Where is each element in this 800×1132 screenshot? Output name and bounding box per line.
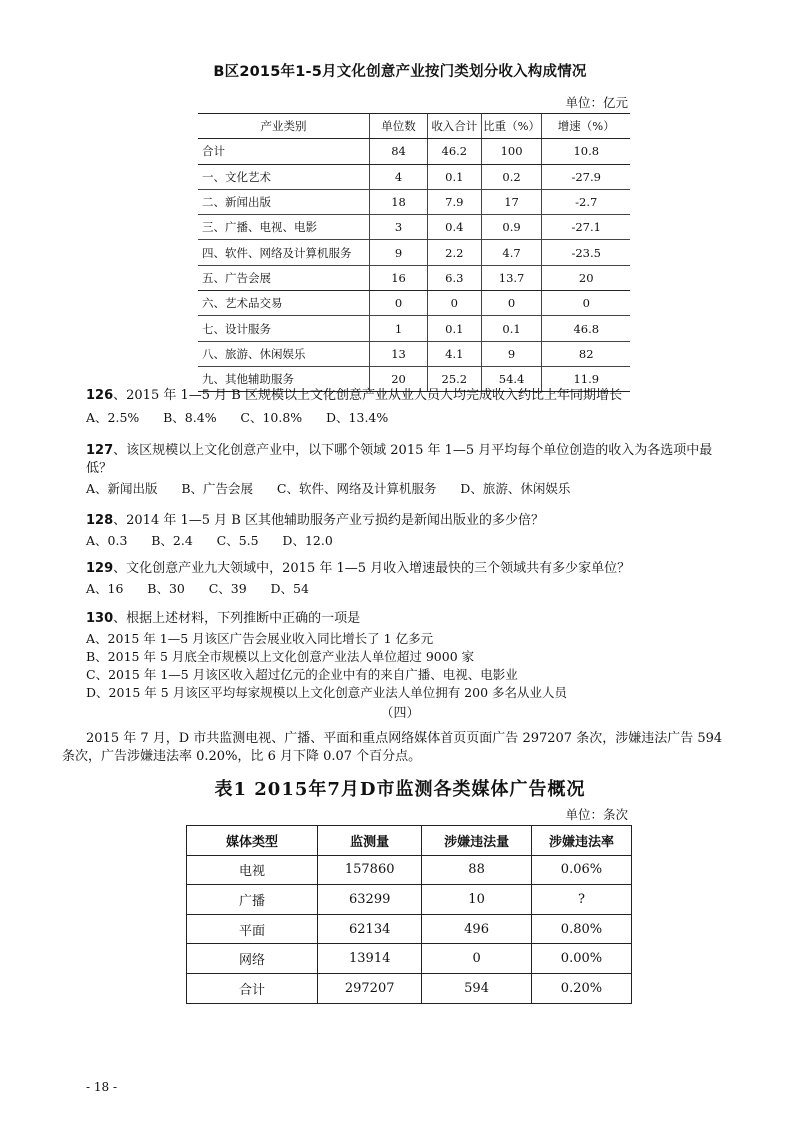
table2-row	[187, 885, 632, 915]
table2-cell: 平面	[187, 914, 318, 944]
table1-header-cell: 单位数	[370, 114, 428, 139]
table2-header-cell: 涉嫌违法率	[531, 826, 631, 856]
table2-cell: 0	[422, 944, 532, 974]
paragraph-text: 2015 年 7 月，D 市共监测电视、广播、平面和重点网络媒体首页页面广告 297207 条次，涉嫌违法广告 594	[86, 731, 723, 746]
table1-cell: 18	[370, 189, 428, 214]
section-label: （四）	[380, 706, 420, 721]
table1-cell: 9	[481, 341, 542, 366]
question-text: 、该区规模以上文化创意产业中，以下哪个领域 2015 年 1—5 月平均每个单位创造的收入为各选项中最	[113, 443, 713, 458]
table1-cell: 1	[370, 316, 428, 341]
table1-cell: 八、旅游、休闲娱乐	[198, 341, 370, 366]
question-130	[86, 610, 360, 627]
table2-cell: 0.20%	[531, 973, 631, 1003]
table1-cell: -27.1	[542, 215, 630, 240]
table1	[198, 113, 630, 392]
table2-cell: 网络	[187, 944, 318, 974]
question-130-option-b: B、2015 年 5 月底全市规模以上文化创意产业法人单位超过 9000 家	[86, 649, 475, 664]
table1-cell: 0	[481, 291, 542, 316]
table1-cell: 0.2	[481, 164, 542, 189]
table1-cell: 五、广告会展	[198, 265, 370, 290]
table2-cell: 10	[422, 885, 532, 915]
table1-row	[198, 215, 630, 240]
table1-cell: -2.7	[542, 189, 630, 214]
question-130-option-d: D、2015 年 5 月该区平均每家规模以上文化创意产业法人单位拥有 200 多名从业人员	[86, 685, 568, 700]
table1-row	[198, 291, 630, 316]
table2-header-row	[187, 826, 632, 856]
question-126-options: A、2.5% B、8.4% C、10.8% D、13.4%	[86, 410, 389, 425]
table1-cell: 46.2	[427, 139, 481, 164]
question-text: 、文化创意产业九大领域中，2015 年 1—5 月收入增速最快的三个领域共有多少家单位？	[113, 561, 631, 576]
table1-cell: 11.9	[542, 366, 630, 391]
table1-cell: 0.1	[427, 164, 481, 189]
table2-cell: ?	[531, 885, 631, 915]
table1-cell: 四、软件、网络及计算机服务	[198, 240, 370, 265]
question-text: 、2015 年 1—5 月 B 区规模以上文化创意产业从业人员人均完成收入约比上年同期增长	[113, 388, 622, 403]
table1-cell: 0.1	[427, 316, 481, 341]
table2-cell: 297207	[318, 973, 422, 1003]
table2-cell: 88	[422, 855, 532, 885]
table1-row	[198, 316, 630, 341]
table1-cell: 84	[370, 139, 428, 164]
table2-header-cell: 媒体类型	[187, 826, 318, 856]
table1-row	[198, 265, 630, 290]
table1-cell: 4.1	[427, 341, 481, 366]
question-text: 、根据上述材料，下列推断中正确的一项是	[113, 611, 361, 626]
table2-header-cell: 监测量	[318, 826, 422, 856]
question-text: 、2014 年 1—5 月 B 区其他辅助服务产业亏损约是新闻出版业的多少倍？	[113, 513, 544, 528]
question-number: 127	[86, 443, 114, 458]
table2-title: 表1 2015年7月D市监测各类媒体广告概况	[214, 779, 586, 800]
question-130-option-c: C、2015 年 1—5 月该区收入超过亿元的企业中有的来自广播、电视、电影业	[86, 667, 518, 682]
table1-header-cell: 增速（%）	[542, 114, 630, 139]
table2-row	[187, 973, 632, 1003]
question-129-options: A、16 B、30 C、39 D、54	[86, 581, 309, 596]
question-number: 128	[86, 513, 114, 528]
table1-cell: 54.4	[481, 366, 542, 391]
table1-cell: 0	[427, 291, 481, 316]
table1-cell: 二、新闻出版	[198, 189, 370, 214]
table1-cell: 0.9	[481, 215, 542, 240]
table1-cell: 3	[370, 215, 428, 240]
question-number: 130	[86, 611, 114, 626]
table1-cell: 13	[370, 341, 428, 366]
table2-cell: 广播	[187, 885, 318, 915]
table2-cell: 合计	[187, 973, 318, 1003]
table1-cell: 16	[370, 265, 428, 290]
table1-row	[198, 341, 630, 366]
table1-cell: 三、广播、电视、电影	[198, 215, 370, 240]
table1-cell: 13.7	[481, 265, 542, 290]
table2-row	[187, 914, 632, 944]
table1-header-row	[198, 114, 630, 139]
table1-cell: 0	[542, 291, 630, 316]
table1-cell: 6.3	[427, 265, 481, 290]
table1-cell: 4.7	[481, 240, 542, 265]
table1-title: B区2015年1-5月文化创意产业按门类划分收入构成情况	[213, 64, 587, 80]
table2-cell: 62134	[318, 914, 422, 944]
table1-cell: 合计	[198, 139, 370, 164]
question-126	[86, 387, 622, 404]
table2-unit: 单位：条次	[565, 807, 628, 822]
table1-row	[198, 139, 630, 164]
table1-cell: 20	[370, 366, 428, 391]
table1-cell: 20	[542, 265, 630, 290]
table2-row	[187, 855, 632, 885]
table1-cell: 17	[481, 189, 542, 214]
table2	[186, 825, 632, 1004]
table2-cell: 594	[422, 973, 532, 1003]
question-128-options: A、0.3 B、2.4 C、5.5 D、12.0	[86, 533, 333, 548]
table1-cell: 4	[370, 164, 428, 189]
table2-cell: 13914	[318, 944, 422, 974]
table2-cell: 63299	[318, 885, 422, 915]
table2-header-cell: 涉嫌违法量	[422, 826, 532, 856]
table1-cell: 七、设计服务	[198, 316, 370, 341]
table2-cell: 0.06%	[531, 855, 631, 885]
table1-header-cell: 产业类别	[198, 114, 370, 139]
intro-paragraph-line1	[86, 730, 726, 748]
table1-cell: 10.8	[542, 139, 630, 164]
table1-header-cell: 收入合计	[427, 114, 481, 139]
table1-cell: 9	[370, 240, 428, 265]
table1-cell: 100	[481, 139, 542, 164]
table1-cell: 0.4	[427, 215, 481, 240]
table1-row	[198, 240, 630, 265]
question-127-options: A、新闻出版 B、广告会展 C、软件、网络及计算机服务 D、旅游、休闲娱乐	[86, 481, 571, 496]
table1-cell: -23.5	[542, 240, 630, 265]
table1-cell: 7.9	[427, 189, 481, 214]
question-127	[86, 442, 712, 459]
table2-cell: 157860	[318, 855, 422, 885]
table1-cell: 九、其他辅助服务	[198, 366, 370, 391]
table1-cell: 0	[370, 291, 428, 316]
table2-cell: 496	[422, 914, 532, 944]
page-number: - 18 -	[86, 1080, 118, 1094]
table1-cell: 2.2	[427, 240, 481, 265]
table1-cell: 46.8	[542, 316, 630, 341]
question-129	[86, 560, 630, 577]
table1-cell: 六、艺术品交易	[198, 291, 370, 316]
question-127-text-cont: 低？	[86, 461, 113, 476]
table1-cell: 25.2	[427, 366, 481, 391]
table1-cell: 一、文化艺术	[198, 164, 370, 189]
question-130-option-a: A、2015 年 1—5 月该区广告会展业收入同比增长了 1 亿多元	[86, 631, 434, 646]
table1-cell: 82	[542, 341, 630, 366]
question-128	[86, 512, 544, 529]
question-number: 129	[86, 561, 114, 576]
table2-cell: 0.80%	[531, 914, 631, 944]
table2-cell: 电视	[187, 855, 318, 885]
table1-row	[198, 164, 630, 189]
table1-cell: 0.1	[481, 316, 542, 341]
table1-row	[198, 189, 630, 214]
table2-row	[187, 944, 632, 974]
table1-unit: 单位：亿元	[565, 95, 628, 110]
table1-header-cell: 比重（%）	[481, 114, 542, 139]
table2-cell: 0.00%	[531, 944, 631, 974]
question-number: 126	[86, 388, 114, 403]
intro-paragraph-line2: 条次，广告涉嫌违法率 0.20%，比 6 月下降 0.07 个百分点。	[62, 749, 422, 764]
table1-cell: -27.9	[542, 164, 630, 189]
